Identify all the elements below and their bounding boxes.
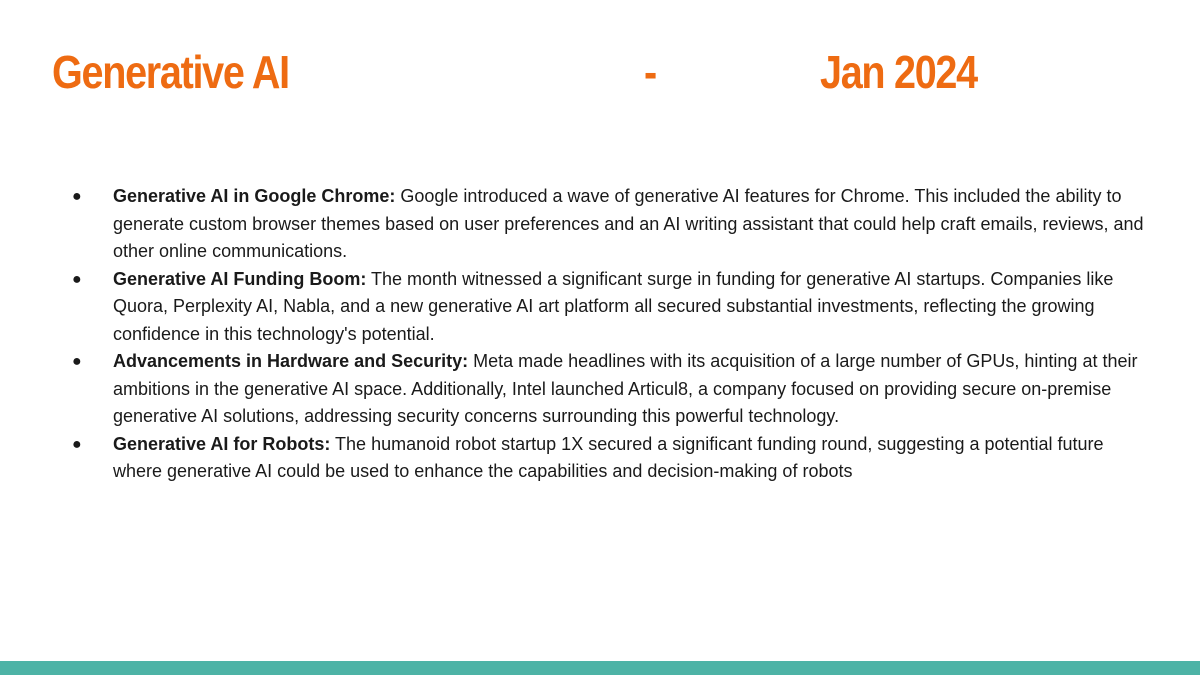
bullet-marker: ● [72,188,82,205]
title-separator: - [644,46,656,98]
bullet-text: The month witnessed a significant surge in funding for generative AI startups. Companies like Quora, Perplexity AI, Nabla, and a new generative AI art platform all secured substantial investments, reflecting the growing confidence in this technology's potential. [113,268,1114,344]
footer-accent-bar [0,661,1200,675]
bullet-item-chrome [0,183,1200,266]
bullet-item-funding [0,266,1200,349]
bullet-text: Meta made headlines with its acquisition of a large number of GPUs, hinting at their ambitions in the generative AI space. Additionally, Intel launched Articul8, a company focused on providing secure on-premise generative AI solutions, addressing security concerns surrounding this powerful technology. [113,351,1138,426]
bullet-item-robots [0,431,1200,486]
bullet-marker: ● [72,270,82,288]
bullet-heading: Advancements in Hardware and Security: [113,351,469,371]
bullet-heading: Generative AI Funding Boom: [113,268,367,289]
bullet-marker: ● [72,435,82,453]
title-main: Generative AI [52,46,289,98]
bullet-item-hardware [0,348,1200,431]
title-date: Jan 2024 [820,46,977,98]
bullet-text: The humanoid robot startup 1X secured a significant funding round, suggesting a potential future where generative AI could be used to enhance the capabilities and decision-making of robots [113,433,1104,481]
bullet-heading: Generative AI for Robots: [113,433,331,454]
bullet-heading: Generative AI in Google Chrome: [113,186,396,206]
bullet-list [0,183,1200,486]
slide-title [52,40,1152,104]
bullet-marker: ● [72,353,82,370]
bullet-text: Google introduced a wave of generative AI features for Chrome. This included the ability to generate custom browser themes based on user preferences and an AI writing assistant that could help craft emails, reviews, and other online communications. [113,186,1144,261]
